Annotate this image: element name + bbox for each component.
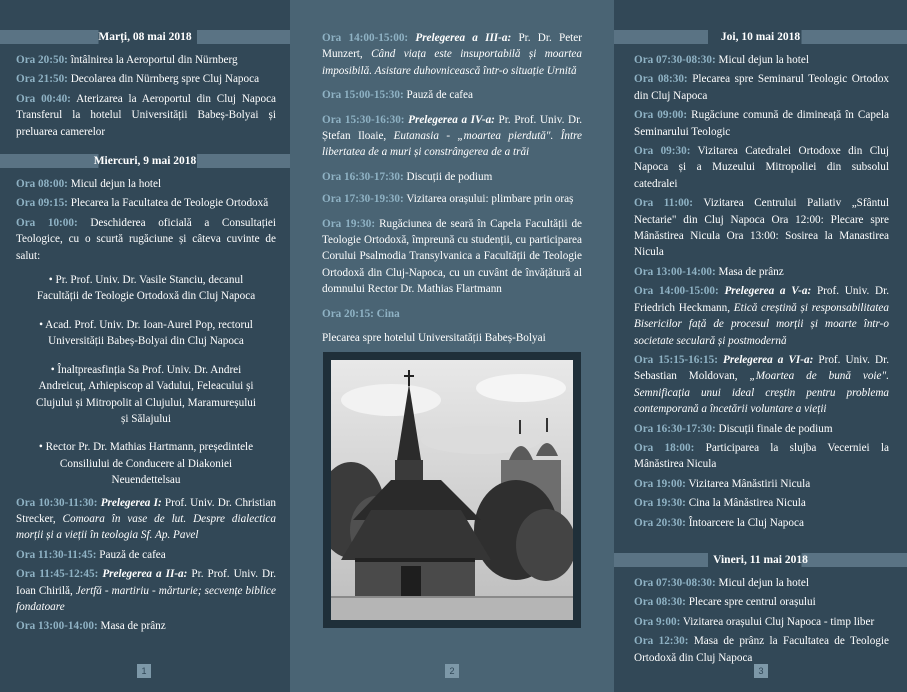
panel-2 [290, 0, 614, 692]
schedule-entry: Ora 11:30-11:45: Pauză de cafea [16, 548, 166, 561]
schedule-entry: Ora 10:30-11:30: Prelegerea I: Prof. Univ. Dr. Christian Strecker, Comoara în vase de lut. Despre dialectica morții și a vieții în teologia Sf. Ap. Pavel [16, 496, 277, 542]
day-heading: Marți, 08 mai 2018 [0, 30, 290, 44]
schedule-entry: Ora 08:00: Micul dejun la hotel [16, 178, 162, 191]
greeting-speaker: • Pr. Prof. Univ. Dr. Vasile Stanciu, decanul Facultății de Teologie Ortodoxă din Cluj Napoca [36, 274, 256, 303]
church-photo [331, 360, 573, 620]
schedule-entry: Ora 00:40: Aterizarea la Aeroportul din Cluj Napoca Transferul la hotelul Universității Babeș-Bolyai și preluarea camerelor [16, 92, 276, 138]
schedule-entry: Ora 15:30-16:30: Prelegerea a IV-a: Pr. Prof. Univ. Dr. Ștefan Iloaie, Eutanasia - „moartea pierdută". Între libertatea de a muri și constrângerea de a trăi [322, 113, 582, 159]
panel-1 [0, 0, 290, 692]
schedule-entry: Ora 21:50: Decolarea din Nürnberg spre Cluj Napoca [16, 73, 260, 86]
schedule-entry: Ora 08:30: Plecare spre centrul orașului [634, 596, 816, 609]
schedule-entry: Ora 17:30-19:30: Vizitarea orașului: plimbare prin oraș [322, 193, 574, 206]
day-heading: Joi, 10 mai 2018 [614, 30, 907, 44]
schedule-entry: Ora 12:30: Masa de prânz la Facultatea de Teologie Ortodoxă din Cluj Napoca [634, 635, 889, 664]
schedule-entry: Ora 20:30: Întoarcere la Cluj Napoca [634, 516, 804, 529]
panel-3 [614, 0, 907, 692]
page-number: 1 [137, 664, 151, 678]
schedule-entry: Ora 09:15: Plecarea la Facultatea de Teologie Ortodoxă [16, 197, 269, 210]
schedule-entry: Ora 15:00-15:30: Pauză de cafea [322, 89, 473, 102]
schedule-entry: Ora 07:30-08:30: Micul dejun la hotel [634, 54, 809, 66]
schedule-entry: Ora 11:00: Vizitarea Centrului Paliativ „Sfântul Nectarie" din Cluj Napoca Ora 12:00: Plecare spre Mânăstirea Nicula Ora 13:00: Sosirea la Manastirea Nicula [634, 197, 889, 259]
schedule-entry: Ora 09:00: Rugăciune comună de dimineață în Capela Seminarului Teologic [634, 109, 889, 138]
greeting-speaker: • Acad. Prof. Univ. Dr. Ioan-Aurel Pop, rectorul Universității Babeș-Bolyai din Cluj Napoca [39, 318, 253, 348]
schedule-entry: Ora 20:15: Cina [322, 307, 400, 320]
schedule-entry: Ora 9:00: Vizitarea orașului Cluj Napoca - timp liber [634, 615, 875, 628]
schedule-entry: Ora 09:30: Vizitarea Catedralei Ortodoxe din Cluj Napoca și a Muzeului Mitropoliei din subsolul catedralei [634, 145, 889, 190]
schedule-entry: Ora 14:00-15:00: Prelegerea a III-a: Pr. Dr. Peter Munzert, Când viața este insuportabilă și moartea imposibilă. Asistare duhovnicească într-o situație Urnită [322, 32, 582, 77]
schedule-entry: Ora 20:50: întâlnirea la Aeroportul din Nürnberg [16, 54, 238, 66]
schedule-entry: Ora 14:00-15:00: Prelegerea a V-a: Prof. Univ. Dr. Friedrich Heckmann, Etică creștină și responsabilitatea Bisericilor față de procesul morții și moarte într-o societate seculară și postmodernă [634, 285, 889, 347]
schedule-entry: Ora 13:00-14:00: Masa de prânz [634, 265, 784, 278]
schedule-entry: Ora 08:30: Plecarea spre Seminarul Teologic Ortodox din Cluj Napoca [634, 73, 890, 102]
schedule-entry: Ora 15:15-16:15: Prelegerea a VI-a: Prof. Univ. Dr. Sebastian Moldovan, „Moartea de bună voie". Semnificația unui ideal creștin pentru problema contemporană a încetării voluntare a vieții [634, 353, 890, 416]
greeting-speaker: • Rector Pr. Dr. Mathias Hartmann, președintele Consiliului de Conducere al Diakoniei Neuendettelsau [38, 441, 254, 487]
schedule-entry: Ora 19:30: Cina la Mânăstirea Nicula [634, 497, 806, 510]
page-number: 2 [445, 664, 459, 678]
schedule-entry: Ora 13:00-14:00: Masa de prânz [16, 620, 166, 633]
schedule-entry: Ora 19:00: Vizitarea Mânăstirii Nicula [634, 477, 811, 490]
schedule-entry: Ora 07:30-08:30: Micul dejun la hotel [634, 576, 809, 589]
day-heading: Miercuri, 9 mai 2018 [0, 154, 290, 168]
greeting-speaker: • Înaltpreasfinția Sa Prof. Univ. Dr. Andrei Andreicuț, Arhiepiscop al Vadului, Feleacului și Clujului și Mitropolit al Clujului, Maramureșului și Sălajului [35, 363, 256, 425]
schedule-entry: Plecarea spre hotelul Universitatății Babeș-Bolyai [322, 332, 546, 345]
day-heading: Vineri, 11 mai 2018 [614, 553, 907, 567]
church-photo-frame [323, 352, 581, 628]
page-number: 3 [754, 664, 768, 678]
schedule-entry: Ora 16:30-17:30: Discuții de podium [322, 170, 493, 183]
schedule-entry: Ora 10:00: Deschiderea oficială a Consultației Teologice, cu o scurtă rugăciune și câteva cuvinte de salut: [16, 216, 276, 262]
schedule-entry: Ora 16:30-17:30: Discuții finale de podium [634, 422, 833, 435]
schedule-entry: Ora 18:00: Participarea la slujba Vecerniei la Mânăstirea Nicula [634, 441, 889, 471]
schedule-entry: Ora 19:30: Rugăciunea de seară în Capela Facultății de Teologie Ortodoxă, împreună cu studenții, cu participarea Corului Psalmodia Transylvanica a Facultății de Teologie Ortodoxă din Cluj-Napoca, cu un cuvânt de învățătură al domnului Rector Dr. Mathias Flartmann [322, 217, 582, 296]
schedule-entry: Ora 11:45-12:45: Prelegerea a II-a: Pr. Prof. Univ. Dr. Ioan Chirilă, Jertfă - martiriu - mărturie; secvențe biblice fondatoare [16, 568, 277, 613]
